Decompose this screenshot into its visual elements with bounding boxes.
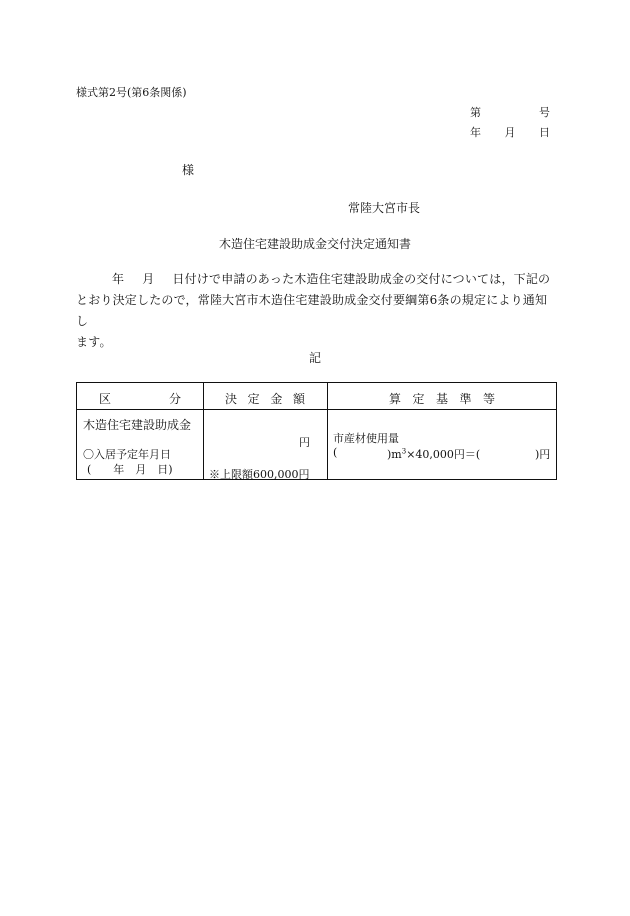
amount-cap: ※上限額600,000円 xyxy=(209,468,310,481)
body-year: 年 xyxy=(112,272,125,286)
basis-formula-open: ( xyxy=(333,446,338,459)
basis-rate: ×40,000円＝( xyxy=(406,448,481,461)
body-month: 月 xyxy=(142,272,155,286)
doc-number-suffix: 号 xyxy=(539,106,550,119)
header-basis-char-2: 定 xyxy=(412,392,425,406)
amount-yen: 円 xyxy=(299,436,310,449)
header-category xyxy=(99,390,181,407)
header-basis-char-3: 基 xyxy=(435,392,448,406)
addressee: 様 xyxy=(182,163,195,177)
basis-formula xyxy=(387,446,480,462)
body-line-2: とおり決定したので，常陸大宮市木造住宅建設助成金交付要綱第6条の規定により通知し xyxy=(76,293,548,328)
table-divider-2 xyxy=(327,383,328,479)
header-category-char-2: 分 xyxy=(168,392,181,406)
table-header-divider xyxy=(77,409,556,410)
header-category-char-1: 区 xyxy=(99,392,112,406)
decision-table xyxy=(76,382,557,480)
ki-heading: 記 xyxy=(308,351,321,365)
move-in-label: 〇入居予定年月日 xyxy=(83,448,171,461)
document-number-line xyxy=(470,104,550,120)
basis-unit: )m xyxy=(387,448,402,461)
body-line-1-text: 日付けで申請のあった木造住宅建設助成金の交付については，下記の xyxy=(172,272,551,286)
header-basis-char-4: 準 xyxy=(459,392,472,406)
date-line xyxy=(470,124,550,140)
header-basis xyxy=(389,390,495,407)
header-basis-char-1: 算 xyxy=(389,392,402,406)
basis-unit-sup: 3 xyxy=(401,447,407,456)
header-amount-char-3: 金 xyxy=(270,392,283,406)
issuer: 常陸大宮市長 xyxy=(348,201,421,215)
date-day: 日 xyxy=(539,126,550,139)
header-basis-char-5: 等 xyxy=(482,392,495,406)
basis-label: 市産材使用量 xyxy=(333,432,399,445)
doc-number-prefix: 第 xyxy=(470,106,481,119)
move-in-date: ( 年 月 日) xyxy=(87,463,173,476)
body-paragraph xyxy=(76,269,556,353)
document-title: 木造住宅建設助成金交付決定通知書 xyxy=(218,237,411,251)
header-amount-char-4: 額 xyxy=(292,392,305,406)
basis-formula-close: )円 xyxy=(535,448,551,461)
header-amount xyxy=(225,390,305,407)
body-line-3: ます。 xyxy=(76,335,112,349)
date-year: 年 xyxy=(470,126,481,139)
table-divider-1 xyxy=(203,383,204,479)
date-month: 月 xyxy=(504,126,516,139)
header-amount-char-1: 決 xyxy=(225,392,238,406)
form-number: 様式第2号(第6条関係) xyxy=(76,86,187,99)
header-amount-char-2: 定 xyxy=(247,392,260,406)
body-line-1 xyxy=(76,269,556,290)
category-name: 木造住宅建設助成金 xyxy=(83,418,192,432)
